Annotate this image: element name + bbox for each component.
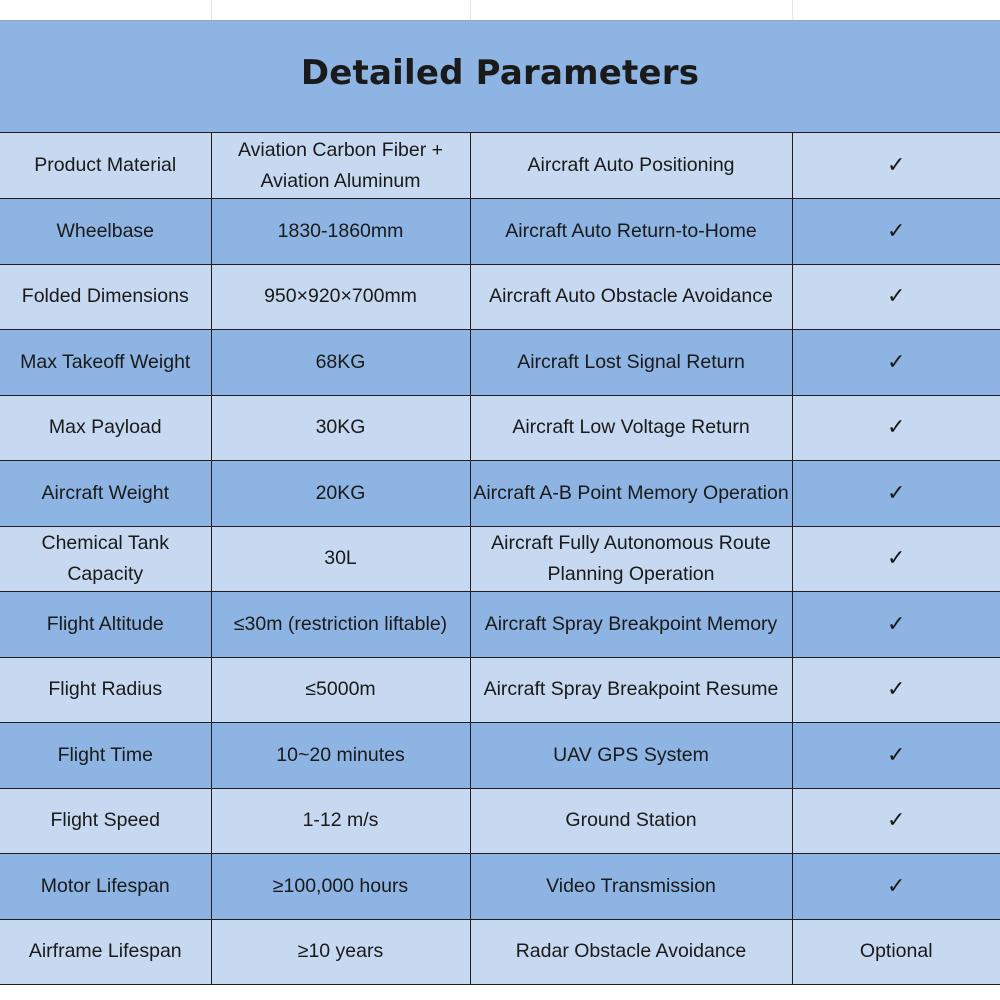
table-row: [0, 788, 1000, 854]
value-cell[interactable]: 950×920×700mm: [211, 264, 470, 330]
support-cell[interactable]: ✓: [792, 526, 1000, 592]
feature-cell[interactable]: Aircraft A-B Point Memory Operation: [470, 461, 792, 527]
feature-cell[interactable]: UAV GPS System: [470, 723, 792, 789]
table-row: [0, 330, 1000, 396]
support-cell[interactable]: ✓: [792, 199, 1000, 265]
param-cell[interactable]: Flight Altitude: [0, 592, 211, 658]
support-cell[interactable]: ✓: [792, 330, 1000, 396]
table-row: [0, 854, 1000, 920]
feature-cell[interactable]: Aircraft Spray Breakpoint Memory: [470, 592, 792, 658]
table-row: [0, 461, 1000, 527]
param-cell[interactable]: Product Material: [0, 133, 211, 199]
param-cell[interactable]: Folded Dimensions: [0, 264, 211, 330]
table-row: [0, 526, 1000, 592]
table-title: Detailed Parameters: [300, 52, 700, 93]
value-cell[interactable]: Aviation Carbon Fiber + Aviation Aluminum: [211, 133, 470, 199]
value-cell[interactable]: 30KG: [211, 395, 470, 461]
value-cell[interactable]: 68KG: [211, 330, 470, 396]
feature-cell[interactable]: Aircraft Fully Autonomous Route Planning Operation: [470, 526, 792, 592]
param-cell[interactable]: Motor Lifespan: [0, 854, 211, 920]
support-cell[interactable]: ✓: [792, 461, 1000, 527]
param-cell[interactable]: Airframe Lifespan: [0, 919, 211, 985]
feature-cell[interactable]: Aircraft Low Voltage Return: [470, 395, 792, 461]
support-cell[interactable]: ✓: [792, 395, 1000, 461]
param-cell[interactable]: Chemical Tank Capacity: [0, 526, 211, 592]
feature-cell[interactable]: Aircraft Auto Obstacle Avoidance: [470, 264, 792, 330]
value-cell[interactable]: 10~20 minutes: [211, 723, 470, 789]
feature-cell[interactable]: Aircraft Lost Signal Return: [470, 330, 792, 396]
table-row: [0, 919, 1000, 985]
gridline: [792, 0, 793, 20]
gridline: [211, 0, 212, 20]
support-cell[interactable]: ✓: [792, 657, 1000, 723]
value-cell[interactable]: ≤5000m: [211, 657, 470, 723]
table-row: [0, 264, 1000, 330]
top-gridlines: [0, 0, 1000, 20]
feature-cell[interactable]: Aircraft Spray Breakpoint Resume: [470, 657, 792, 723]
gridline: [470, 0, 471, 20]
param-cell[interactable]: Max Takeoff Weight: [0, 330, 211, 396]
parameters-grid: [0, 133, 1000, 985]
value-cell[interactable]: 1830-1860mm: [211, 199, 470, 265]
support-cell[interactable]: ✓: [792, 592, 1000, 658]
param-cell[interactable]: Flight Time: [0, 723, 211, 789]
param-cell[interactable]: Aircraft Weight: [0, 461, 211, 527]
table-row: [0, 395, 1000, 461]
value-cell[interactable]: 30L: [211, 526, 470, 592]
feature-cell[interactable]: Aircraft Auto Return-to-Home: [470, 199, 792, 265]
feature-cell[interactable]: Radar Obstacle Avoidance: [470, 919, 792, 985]
support-cell[interactable]: ✓: [792, 723, 1000, 789]
support-cell[interactable]: Optional: [792, 919, 1000, 985]
table-row: [0, 723, 1000, 789]
table-row: [0, 657, 1000, 723]
param-cell[interactable]: Flight Speed: [0, 788, 211, 854]
support-cell[interactable]: ✓: [792, 264, 1000, 330]
value-cell[interactable]: ≥100,000 hours: [211, 854, 470, 920]
feature-cell[interactable]: Video Transmission: [470, 854, 792, 920]
feature-cell[interactable]: Ground Station: [470, 788, 792, 854]
value-cell[interactable]: ≤30m (restriction liftable): [211, 592, 470, 658]
param-cell[interactable]: Max Payload: [0, 395, 211, 461]
table-row: [0, 199, 1000, 265]
value-cell[interactable]: ≥10 years: [211, 919, 470, 985]
param-cell[interactable]: Wheelbase: [0, 199, 211, 265]
parameters-table: [0, 20, 1000, 985]
table-row: [0, 592, 1000, 658]
title-row: [0, 21, 1000, 133]
value-cell[interactable]: 20KG: [211, 461, 470, 527]
table-row: [0, 133, 1000, 199]
param-cell[interactable]: Flight Radius: [0, 657, 211, 723]
feature-cell[interactable]: Aircraft Auto Positioning: [470, 133, 792, 199]
support-cell[interactable]: ✓: [792, 133, 1000, 199]
support-cell[interactable]: ✓: [792, 788, 1000, 854]
value-cell[interactable]: 1-12 m/s: [211, 788, 470, 854]
support-cell[interactable]: ✓: [792, 854, 1000, 920]
